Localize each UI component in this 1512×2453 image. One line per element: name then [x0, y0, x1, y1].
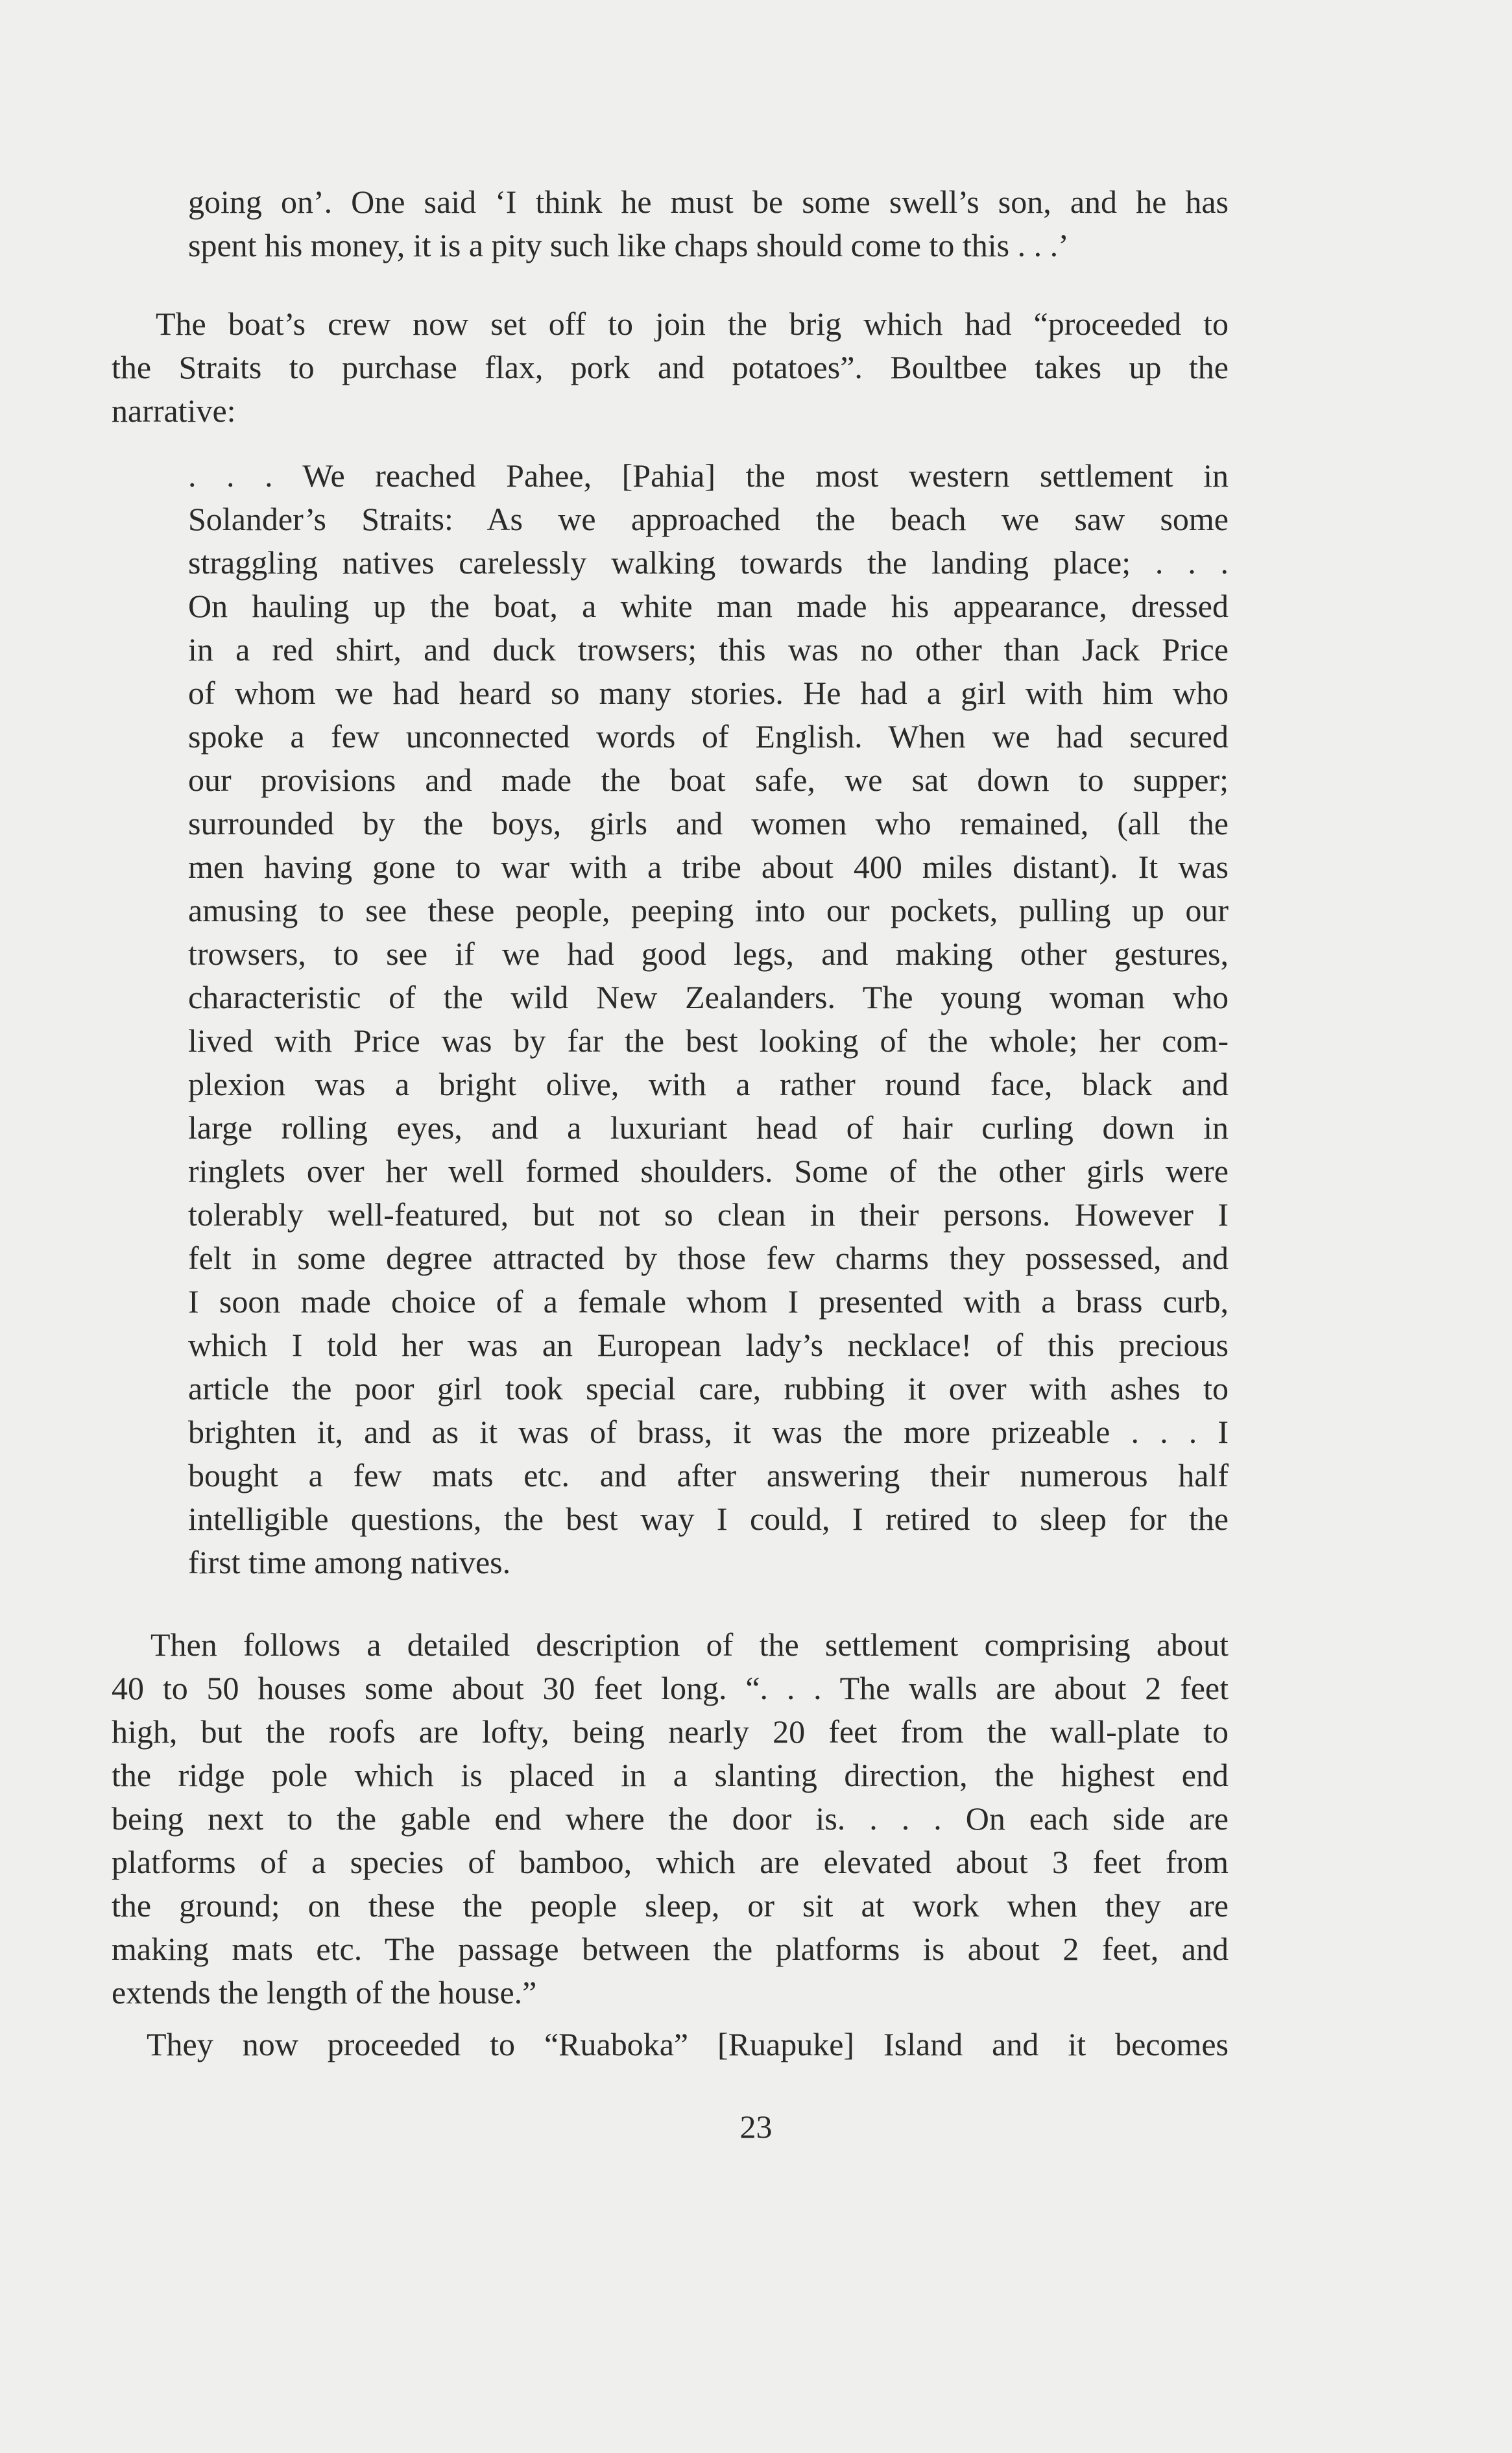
opening-quote-paragraph: [188, 180, 1229, 267]
text-line: first time among natives.: [188, 1544, 511, 1580]
text-line: The boat’s crew now set off to join the brig which had “proceeded to: [156, 306, 1229, 342]
text-line: trowsers, to see if we had good legs, and making other gestures,: [188, 936, 1229, 972]
text-line: spoke a few unconnected words of English. When we had secured: [188, 718, 1229, 755]
text-line: They now proceeded to “Ruaboka” [Ruapuke] Island and it becomes: [147, 2026, 1229, 2062]
text-line: making mats etc. The passage between the platforms is about 2 feet, and: [112, 1931, 1229, 1967]
text-line: high, but the roofs are lofty, being nearly 20 feet from the wall-plate to: [112, 1713, 1229, 1750]
text-line: 40 to 50 houses some about 30 feet long. “. . . The walls are about 2 feet: [112, 1670, 1229, 1706]
boultbee-quotation: [188, 454, 1229, 1584]
text-line: plexion was a bright olive, with a rather round face, black and: [188, 1066, 1229, 1102]
text-line: narrative:: [112, 393, 236, 429]
text-line: the ridge pole which is placed in a slanting direction, the highest end: [112, 1757, 1229, 1793]
text-line: I soon made choice of a female whom I presented with a brass curb,: [188, 1283, 1229, 1320]
text-line: surrounded by the boys, girls and women who remained, (all the: [188, 805, 1229, 841]
text-line: which I told her was an European lady’s necklace! of this precious: [188, 1327, 1229, 1363]
text-line: amusing to see these people, peeping into our pockets, pulling up our: [188, 892, 1229, 928]
text-line: the Straits to purchase flax, pork and potatoes”. Boultbee takes up the: [112, 349, 1229, 385]
text-line: . . . We reached Pahee, [Pahia] the most western settlement in: [188, 457, 1229, 494]
narration-paragraph-1: [156, 302, 1229, 346]
text-line: going on’. One said ‘I think he must be some swell’s son, and he has: [188, 184, 1229, 220]
narration-paragraph-1-cont: [112, 346, 1229, 433]
text-line: felt in some degree attracted by those few charms they possessed, and: [188, 1240, 1229, 1276]
narration-paragraph-2: [150, 1623, 1229, 1667]
text-line: characteristic of the wild New Zealanders. The young woman who: [188, 979, 1229, 1015]
text-line: of whom we had heard so many stories. He had a girl with him who: [188, 675, 1229, 711]
text-line: straggling natives carelessly walking towards the landing place; . . .: [188, 544, 1229, 581]
text-line: Then follows a detailed description of the settlement comprising about: [150, 1626, 1229, 1663]
text-line: ringlets over her well formed shoulders. Some of the other girls were: [188, 1153, 1229, 1189]
text-line: large rolling eyes, and a luxuriant head of hair curling down in: [188, 1109, 1229, 1146]
page-number: 23: [739, 2109, 773, 2145]
text-line: brighten it, and as it was of brass, it was the more prizeable . . . I: [188, 1414, 1229, 1450]
text-line: tolerably well-featured, but not so clean in their persons. However I: [188, 1196, 1229, 1233]
text-line: extends the length of the house.”: [112, 1974, 537, 2011]
text-line: platforms of a species of bamboo, which are elevated about 3 feet from: [112, 1844, 1229, 1880]
text-line: the ground; on these the people sleep, or sit at work when they are: [112, 1887, 1229, 1924]
text-line: being next to the gable end where the door is. . . . On each side are: [112, 1800, 1229, 1837]
text-line: spent his money, it is a pity such like chaps should come to this . . .’: [188, 227, 1069, 263]
text-line: in a red shirt, and duck trowsers; this was no other than Jack Price: [188, 631, 1229, 668]
text-line: On hauling up the boat, a white man made his appearance, dressed: [188, 588, 1229, 624]
text-line: intelligible questions, the best way I could, I retired to sleep for the: [188, 1501, 1229, 1537]
text-line: our provisions and made the boat safe, we sat down to supper;: [188, 762, 1229, 798]
text-line: men having gone to war with a tribe about 400 miles distant). It was: [188, 849, 1229, 885]
text-line: Solander’s Straits: As we approached the beach we saw some: [188, 501, 1229, 537]
narration-paragraph-2-cont: [112, 1667, 1229, 2014]
text-line: bought a few mats etc. and after answering their numerous half: [188, 1457, 1229, 1493]
text-line: lived with Price was by far the best looking of the whole; her com-: [188, 1022, 1229, 1059]
narration-paragraph-3: [147, 2023, 1229, 2066]
text-line: article the poor girl took special care, rubbing it over with ashes to: [188, 1370, 1229, 1407]
